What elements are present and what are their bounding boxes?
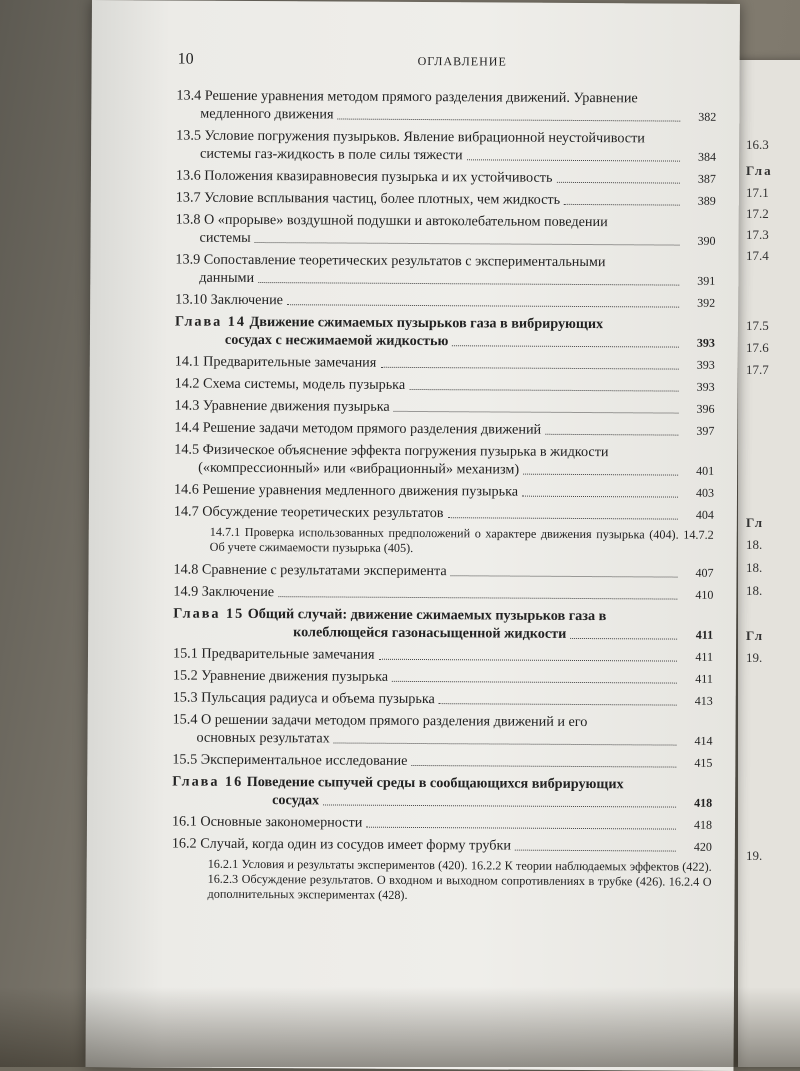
toc-entry-title: 15.4 О решении задачи методом прямого разделения движений и его	[172, 711, 588, 731]
chapter-title: Поведение сыпучей среды в сообщающихся вибрирующих	[246, 773, 624, 793]
toc-entry-title: 14.5 Физическое объяснение эффекта погружения пузырька в жидкости	[174, 441, 609, 461]
facing-page-fragment: 17.5	[746, 318, 769, 333]
toc-entry-title: 14.2 Схема системы, модель пузырька	[174, 375, 406, 393]
toc-entry-page: 418	[693, 817, 713, 832]
toc-entry	[174, 481, 714, 502]
toc-entry-title: 15.2 Уравнение движения пузырька	[172, 667, 389, 685]
toc-entry-title: 14.8 Сравнение с результатами эксперимента	[173, 561, 447, 580]
dot-leader	[394, 411, 679, 414]
toc-entry	[175, 211, 715, 250]
facing-page-fragment: 18.	[746, 583, 763, 598]
toc-entry-page: 393	[696, 379, 715, 394]
toc-entry	[175, 353, 715, 374]
dot-leader	[255, 242, 680, 246]
toc-entry-title-cont: системы газ-жидкость в поле силы тяжести	[200, 145, 463, 164]
facing-page-fragment: 17.4	[746, 248, 769, 263]
dot-leader	[545, 434, 678, 436]
facing-page-fragment: Гл	[746, 628, 765, 643]
dot-leader	[522, 496, 678, 498]
dot-leader	[323, 804, 676, 807]
facing-page-fragment: 17.6	[746, 340, 769, 355]
dot-leader	[570, 638, 677, 640]
toc-entry-title: 13.7 Условие всплывания частиц, более плотных, чем жидкость	[175, 189, 561, 208]
dot-leader	[452, 345, 679, 347]
toc-entry-page: 403	[695, 485, 715, 500]
dot-leader	[337, 119, 680, 122]
toc-entry	[172, 711, 712, 750]
toc-entry-page: 382	[698, 109, 717, 124]
toc-entry-page: 401	[696, 463, 715, 478]
chapter-label: Глава 15	[173, 605, 245, 622]
toc-entry-title: 15.1 Предварительные замечания	[172, 645, 375, 663]
chapter-label: Глава 14	[174, 313, 247, 330]
toc-entry	[174, 441, 714, 480]
table-of-contents	[171, 87, 716, 911]
dot-leader	[564, 204, 680, 206]
toc-entry-title: 13.5 Условие погружения пузырьков. Явление вибрационной неустойчивости	[176, 127, 645, 147]
toc-entry	[175, 291, 715, 312]
dot-leader	[392, 681, 677, 684]
toc-entry-title: 13.4 Решение уравнения методом прямого разделения движений. Уравнение	[176, 87, 638, 107]
toc-entry-title: 14.7 Обсуждение теоретических результатов	[173, 503, 444, 522]
chapter-page: 393	[696, 335, 715, 350]
dot-leader	[515, 850, 676, 852]
dot-leader	[523, 474, 678, 476]
toc-entry	[172, 835, 712, 856]
toc-entry	[172, 813, 712, 834]
dot-leader	[439, 703, 677, 705]
toc-entry-title: 14.1 Предварительные замечания	[174, 353, 377, 371]
dot-leader	[334, 742, 677, 745]
toc-entry	[176, 167, 716, 188]
facing-page-fragment: 17.1	[746, 185, 769, 200]
toc-entry-title: 13.8 О «прорыве» воздушной подушки и автоколебательном поведении	[175, 211, 608, 231]
book-page	[85, 0, 740, 1071]
dot-leader	[366, 827, 676, 830]
toc-entry-page: 389	[697, 193, 716, 208]
page-header	[178, 51, 698, 74]
facing-page-fragment: 16.3	[746, 137, 769, 152]
toc-entry-page: 384	[698, 149, 717, 164]
chapter-label: Глава 16	[172, 773, 244, 790]
toc-entry	[176, 127, 716, 166]
toc-entry-page: 387	[697, 171, 716, 186]
toc-entry-page: 404	[695, 507, 714, 522]
toc-entry-page: 407	[695, 565, 714, 580]
dot-leader	[467, 159, 680, 161]
toc-entry	[173, 689, 713, 710]
chapter-title: Общий случай: движение сжимаемых пузырьков газа в	[247, 605, 607, 625]
toc-entry	[175, 375, 715, 396]
toc-entry-title: 13.9 Сопоставление теоретических результатов с экспериментальными	[175, 251, 606, 271]
facing-page-fragment: 18.	[746, 560, 763, 575]
toc-entry-title: 14.3 Уравнение движения пузырька	[174, 397, 390, 415]
toc-entry	[173, 667, 713, 688]
toc-entry-page: 392	[697, 295, 716, 310]
toc-entry-title-cont: данными	[199, 269, 255, 286]
toc-entry-page: 414	[694, 733, 713, 748]
toc-entry-page: 396	[696, 401, 715, 416]
chapter-title-cont: сосудах	[272, 792, 320, 809]
toc-entry-title-cont: («компрессионный» или «вибрационный» механизм)	[198, 459, 520, 478]
toc-entry-title: 13.6 Положения квазиравновесия пузырька и их устойчивость	[175, 167, 553, 186]
toc-entry-title: 14.6 Решение уравнения медленного движения пузырька	[173, 481, 519, 500]
toc-entry-page: 390	[697, 233, 716, 248]
toc-entry-title: 16.2 Случай, когда один из сосудов имеет форму трубки	[171, 835, 512, 854]
facing-page-fragment: Гл	[746, 515, 765, 530]
toc-entry	[173, 561, 713, 582]
toc-entry-page: 411	[695, 649, 714, 664]
toc-entry	[172, 751, 712, 772]
dot-leader	[380, 367, 678, 370]
toc-entry	[174, 419, 714, 440]
toc-entry-title: 14.9 Заключение	[173, 583, 275, 601]
facing-page-fragment: Гла	[746, 163, 773, 178]
facing-page-fragment: 17.3	[746, 227, 769, 242]
toc-entry-page: 391	[697, 273, 716, 288]
running-title: ОГЛАВЛЕНИЕ	[417, 53, 507, 69]
facing-page-fragment: 18.	[746, 537, 763, 552]
toc-entry-page: 411	[695, 671, 713, 686]
toc-entry-page: 393	[696, 357, 715, 372]
toc-entry-title: 15.5 Экспериментальное исследование	[172, 751, 408, 769]
toc-entry-title: 14.4 Решение задачи методом прямого разделения движений	[174, 419, 542, 438]
toc-entry	[174, 503, 714, 524]
toc-entry-page: 415	[694, 755, 713, 770]
toc-entry	[173, 645, 713, 666]
page-number: 10	[177, 50, 194, 68]
toc-entry-page: 397	[696, 423, 715, 438]
toc-entry-title: 13.10 Заключение	[175, 291, 284, 309]
dot-leader	[447, 517, 677, 519]
dot-leader	[287, 304, 679, 307]
subsection-list: 16.2.1 Условия и результаты экспериментов (420). 16.2.2 К теории наблюдаемых эффектов (422). 16.2.3 Обсуждение результатов. О входном и выходном сопротивлениях в трубке (426). 16.2.4 О дополнительных экспериментах (428).	[207, 856, 712, 902]
chapter-page: 418	[694, 795, 713, 810]
toc-entry-title: 15.3 Пульсация радиуса и объема пузырька	[172, 689, 435, 708]
facing-page	[738, 60, 800, 1067]
toc-entry-title-cont: медленного движения	[200, 105, 334, 123]
facing-page-fragment: 19.	[746, 650, 763, 665]
chapter-page: 411	[695, 627, 714, 642]
toc-entry	[175, 251, 715, 290]
toc-entry	[176, 87, 716, 126]
dot-leader	[451, 575, 678, 577]
dot-leader	[409, 389, 678, 392]
chapter-heading	[173, 605, 713, 644]
toc-entry-title: 16.1 Основные закономерности	[171, 813, 363, 831]
facing-page-fragment: 17.2	[746, 206, 769, 221]
toc-entry	[176, 189, 716, 210]
toc-entry-page: 413	[694, 693, 713, 708]
toc-entry	[173, 583, 713, 604]
subsection-list: 14.7.1 Проверка использованных предположений о характере движения пузырька (404). 14.7.2 Об учете сжимаемости пузырька (405).	[209, 524, 714, 555]
dot-leader	[411, 765, 676, 768]
toc-entry-title-cont: системы	[199, 229, 251, 246]
toc-entry-page: 410	[695, 587, 714, 602]
toc-entry-page: 420	[693, 839, 712, 854]
chapter-heading	[172, 773, 712, 812]
toc-entry	[174, 397, 714, 418]
dot-leader	[379, 659, 677, 662]
chapter-title-cont: сосудах с несжимаемой жидкостью	[224, 331, 449, 350]
facing-page-fragment: 17.7	[746, 362, 769, 377]
toc-entry-title-cont: основных результатах	[196, 729, 330, 747]
chapter-heading	[175, 313, 715, 352]
bottom-shadow	[0, 987, 800, 1067]
chapter-title-cont: колеблющейся газонасыщенной жидкости	[293, 624, 567, 642]
chapter-title: Движение сжимаемых пузырьков газа в вибрирующих	[249, 313, 604, 333]
dot-leader	[258, 282, 679, 286]
facing-page-fragment: 19.	[746, 848, 763, 863]
dot-leader	[278, 596, 677, 599]
dot-leader	[556, 182, 679, 184]
